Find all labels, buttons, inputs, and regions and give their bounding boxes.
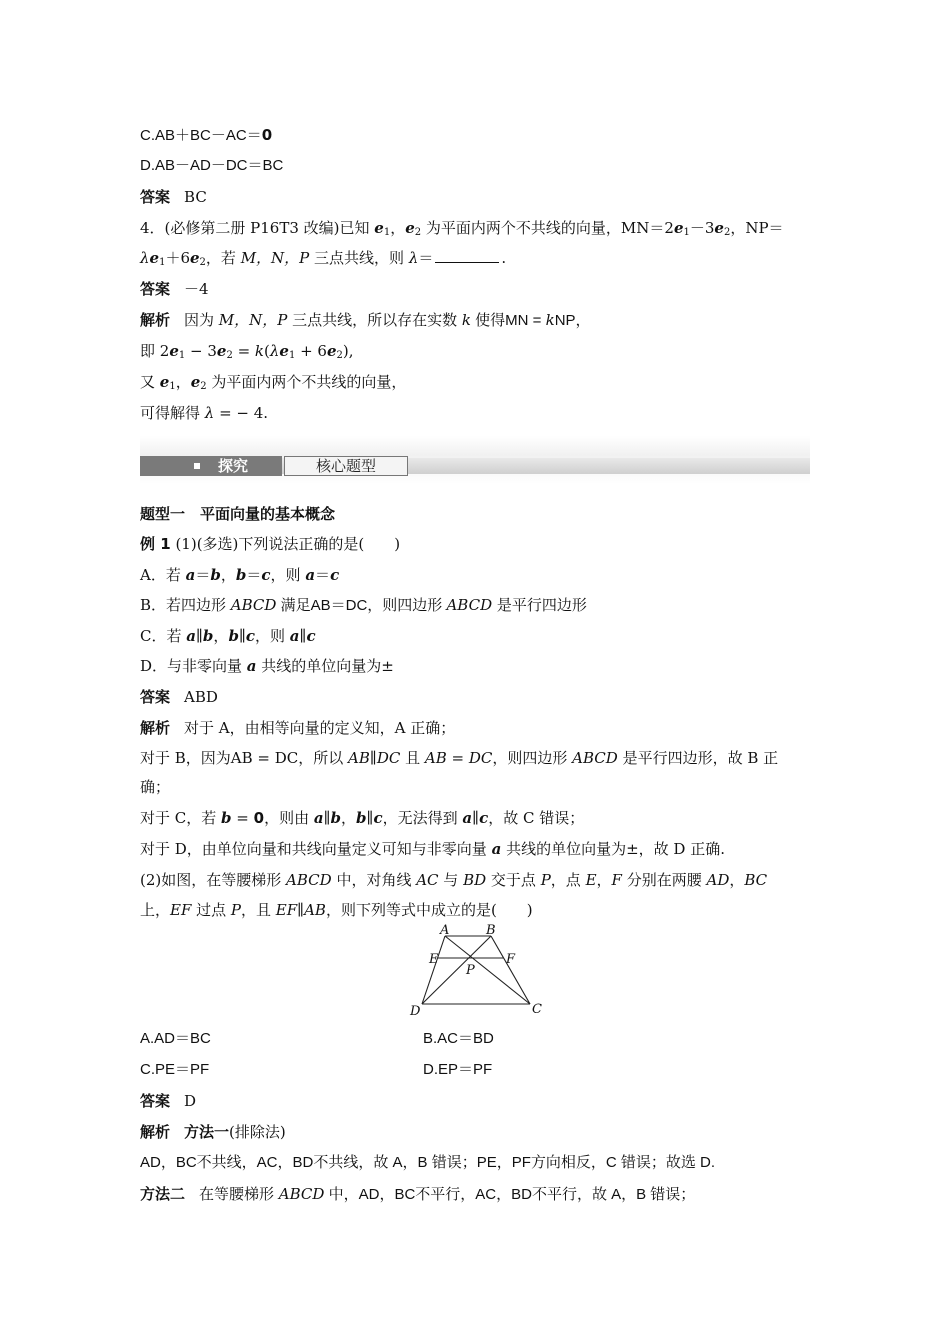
- part2-answer: 答案 D: [140, 1092, 197, 1110]
- answer-blank: [435, 248, 499, 263]
- edge-bc: [491, 936, 530, 1004]
- diagonal-bd: [422, 936, 491, 1004]
- example-option-c: C．若 a∥b，b∥c，则 a∥c: [140, 627, 316, 645]
- part2-option-a: A.AD＝BC: [140, 1030, 211, 1047]
- part2-line-2: 上，EF 过点 P，且 EF∥AB，则下列等式中成立的是( ): [140, 901, 533, 919]
- option-d: D.AB－AD－DC＝BC: [140, 157, 284, 174]
- trapezoid-figure: [400, 922, 550, 1020]
- q4-solution-1: 解析 因为 M，N，P 三点共线，所以存在实数 k 使得MN = kNP，: [140, 311, 591, 329]
- label-d: D: [410, 1004, 421, 1019]
- part2-method-1: AD，BC不共线，AC，BD不共线，故 A，B 错误；PE，PF方向相反，C 错误；故选 D.: [140, 1154, 716, 1171]
- answer-line: 答案 BC: [140, 188, 207, 206]
- q4-solution-4: 可得解得 λ = − 4.: [140, 404, 269, 422]
- example-option-d: D．与非零向量 a 共线的单位向量为±: [140, 657, 394, 675]
- part2-method-2: 方法二 在等腰梯形 ABCD 中，AD，BC不平行，AC，BD不平行，故 A，B 错误；: [140, 1185, 696, 1203]
- q4-line-1: 4．(必修第二册 P16T3 改编)已知 $e_1$，$e_2$ 为平面内两个不共线的向量，$MN=2e_1-3e_2$，NP＝: [140, 219, 784, 238]
- part2-option-b: B.AC＝BD: [423, 1030, 494, 1047]
- part2-option-c: C.PE＝PF: [140, 1061, 210, 1078]
- part2-solution-header: 解析 方法一(排除法): [140, 1123, 286, 1141]
- section-banner: [140, 436, 810, 484]
- label-a: A: [440, 923, 450, 938]
- example-option-b: B．若四边形 ABCD 满足AB＝DC，则四边形 ABCD 是平行四边形: [140, 596, 587, 614]
- example-answer: 答案 ABD: [140, 688, 218, 706]
- banner-tag-core: 核心题型: [284, 456, 408, 476]
- example-solution-4: 对于 C，若 b = 0，则由 a∥b，b∥c，无法得到 a∥c，故 C 错误；: [140, 809, 585, 827]
- label-p: P: [466, 963, 475, 978]
- option-c: C.AB＋BC－AC＝0: [140, 126, 273, 144]
- label-c: C: [532, 1002, 542, 1017]
- label-b: B: [486, 923, 496, 938]
- example-solution-5: 对于 D，由单位向量和共线向量定义可知与非零向量 a 共线的单位向量为±，故 D 正确.: [140, 840, 725, 858]
- part2-option-d: D.EP＝PF: [423, 1061, 493, 1078]
- q4-line-2: $\lambda e_1+6e_2$，若 M，N，P 三点共线，则 λ＝ .: [140, 249, 507, 268]
- q4-answer: 答案 －4: [140, 280, 209, 298]
- part2-line-1: (2)如图，在等腰梯形 ABCD 中，对角线 AC 与 BD 交于点 P，点 E，F 分别在两腰 AD，BC: [140, 871, 768, 889]
- example-option-a: A．若 a＝b，b＝c，则 a＝c: [140, 566, 340, 584]
- diagonal-ac: [445, 936, 530, 1004]
- example-header: 例 1 (1)(多选)下列说法正确的是( ): [140, 535, 401, 553]
- q4-solution-3: 又 $e_1$，$e_2$ 为平面内两个不共线的向量，: [140, 373, 407, 392]
- example-solution-1: 解析 对于 A，由相等向量的定义知，A 正确；: [140, 719, 456, 737]
- square-bullet-icon: [194, 463, 200, 469]
- label-f: F: [506, 952, 516, 967]
- section-title: 题型一 平面向量的基本概念: [140, 505, 336, 523]
- q4-solution-2: 即 $2e_1 - 3e_2 = k(\lambda e_1 + 6e_2)$,: [140, 342, 354, 361]
- edge-ad: [422, 936, 445, 1004]
- label-e: E: [429, 952, 439, 967]
- example-solution-3: 确；: [140, 778, 171, 796]
- banner-tag-explore: 探究: [140, 456, 282, 476]
- example-solution-2: 对于 B，因为AB = DC，所以 AB∥DC 且 AB = DC，则四边形 ABCD 是平行四边形，故 B 正: [140, 749, 779, 767]
